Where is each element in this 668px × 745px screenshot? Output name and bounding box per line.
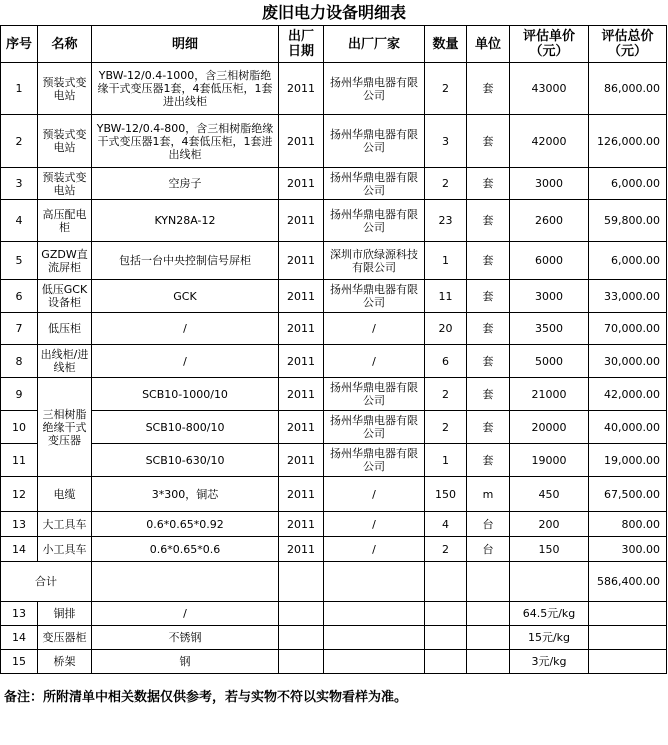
row-detail: SCB10-1000/10 xyxy=(92,378,279,411)
row-name: 低压柜 xyxy=(38,313,92,345)
row-detail: YBW-12/0.4-1000，含三相树脂绝缘干式变压器1套，4套低压柜，1套进出线柜 xyxy=(92,63,279,115)
row-unit: 套 xyxy=(467,280,510,313)
row-detail: 3*300，铜芯 xyxy=(92,477,279,512)
row-date: 2011 xyxy=(279,477,324,512)
row-total: 86,000.00 xyxy=(589,63,667,115)
row-unit-price: 3000 xyxy=(510,168,589,200)
header-maker: 出厂厂家 xyxy=(324,26,425,63)
row-qty: 1 xyxy=(425,444,467,477)
row-number: 8 xyxy=(1,345,38,378)
row-name: GZDW直流屏柜 xyxy=(38,242,92,280)
row-unit: 套 xyxy=(467,168,510,200)
row-unit-price: 15元/kg xyxy=(510,626,589,650)
extra-row xyxy=(1,626,667,650)
row-unit: 套 xyxy=(467,411,510,444)
row-number: 12 xyxy=(1,477,38,512)
row-number: 6 xyxy=(1,280,38,313)
row-maker: 扬州华鼎电器有限公司 xyxy=(324,280,425,313)
row-maker: / xyxy=(324,313,425,345)
header-qty: 数量 xyxy=(425,26,467,63)
table-row xyxy=(1,411,667,444)
row-detail: / xyxy=(92,602,279,626)
page-title: 废旧电力设备明细表 xyxy=(261,3,406,22)
row-date: 2011 xyxy=(279,378,324,411)
row-qty: 2 xyxy=(425,537,467,562)
row-number: 3 xyxy=(1,168,38,200)
row-maker: 扬州华鼎电器有限公司 xyxy=(324,444,425,477)
row-date: 2011 xyxy=(279,242,324,280)
row-maker: 扬州华鼎电器有限公司 xyxy=(324,63,425,115)
row-unit-price: 19000 xyxy=(510,444,589,477)
row-detail: 0.6*0.65*0.6 xyxy=(92,537,279,562)
row-total: 33,000.00 xyxy=(589,280,667,313)
row-maker: 扬州华鼎电器有限公司 xyxy=(324,200,425,242)
row-detail: YBW-12/0.4-800，含三相树脂绝缘干式变压器1套，4套低压柜，1套进出线柜 xyxy=(92,115,279,168)
row-date: 2011 xyxy=(279,537,324,562)
empty-cell xyxy=(324,562,425,602)
subtotal-label: 合计 xyxy=(1,562,92,602)
row-total: 30,000.00 xyxy=(589,345,667,378)
row-number: 14 xyxy=(1,626,38,650)
empty-cell xyxy=(279,562,324,602)
table-row xyxy=(1,168,667,200)
row-date: 2011 xyxy=(279,313,324,345)
row-unit-price: 5000 xyxy=(510,345,589,378)
row-total: 19,000.00 xyxy=(589,444,667,477)
row-unit-price: 43000 xyxy=(510,63,589,115)
row-name: 预装式变电站 xyxy=(38,63,92,115)
table-row xyxy=(1,345,667,378)
empty-cell xyxy=(589,626,667,650)
empty-cell xyxy=(467,562,510,602)
row-name: 小工具车 xyxy=(38,537,92,562)
row-number: 13 xyxy=(1,602,38,626)
row-name: 桥架 xyxy=(38,650,92,674)
row-name: 大工具车 xyxy=(38,512,92,537)
row-unit-price: 64.5元/kg xyxy=(510,602,589,626)
row-qty: 2 xyxy=(425,411,467,444)
row-unit: 套 xyxy=(467,378,510,411)
row-total: 800.00 xyxy=(589,512,667,537)
table-row xyxy=(1,378,667,411)
empty-cell xyxy=(425,562,467,602)
header-total: 评估总价 （元） xyxy=(589,26,667,63)
row-detail: / xyxy=(92,345,279,378)
row-total: 40,000.00 xyxy=(589,411,667,444)
table-row xyxy=(1,200,667,242)
subtotal-total: 586,400.00 xyxy=(589,562,667,602)
empty-cell xyxy=(425,650,467,674)
row-detail: 0.6*0.65*0.92 xyxy=(92,512,279,537)
header-unit-price: 评估单价 （元） xyxy=(510,26,589,63)
header-name: 名称 xyxy=(38,26,92,63)
row-unit: 套 xyxy=(467,444,510,477)
row-qty: 20 xyxy=(425,313,467,345)
row-name: 预装式变电站 xyxy=(38,115,92,168)
header-row xyxy=(1,26,667,63)
row-number: 11 xyxy=(1,444,38,477)
row-unit: 套 xyxy=(467,63,510,115)
row-number: 7 xyxy=(1,313,38,345)
row-unit-price: 6000 xyxy=(510,242,589,280)
row-unit-price: 3500 xyxy=(510,313,589,345)
table-row xyxy=(1,115,667,168)
row-name: 铜排 xyxy=(38,602,92,626)
row-total: 67,500.00 xyxy=(589,477,667,512)
row-date: 2011 xyxy=(279,63,324,115)
empty-cell xyxy=(279,602,324,626)
footer-note: 备注：所附清单中相关数据仅供参考，若与实物不符以实物看样为准。 xyxy=(4,690,408,705)
row-detail: 钢 xyxy=(92,650,279,674)
empty-cell xyxy=(589,650,667,674)
row-number: 1 xyxy=(1,63,38,115)
row-qty: 23 xyxy=(425,200,467,242)
row-detail: KYN28A-12 xyxy=(92,200,279,242)
row-date: 2011 xyxy=(279,411,324,444)
empty-cell xyxy=(467,602,510,626)
row-name: 出线柜/进线柜 xyxy=(38,345,92,378)
row-number: 15 xyxy=(1,650,38,674)
row-total: 6,000.00 xyxy=(589,168,667,200)
row-number: 14 xyxy=(1,537,38,562)
table-row xyxy=(1,313,667,345)
table-row xyxy=(1,242,667,280)
row-qty: 11 xyxy=(425,280,467,313)
row-detail: SCB10-630/10 xyxy=(92,444,279,477)
table-row xyxy=(1,63,667,115)
row-total: 59,800.00 xyxy=(589,200,667,242)
empty-cell xyxy=(279,650,324,674)
row-unit-price: 200 xyxy=(510,512,589,537)
row-unit: 台 xyxy=(467,512,510,537)
row-name: 变压器柜 xyxy=(38,626,92,650)
table-row xyxy=(1,280,667,313)
row-date: 2011 xyxy=(279,168,324,200)
row-name: 低压GCK设备柜 xyxy=(38,280,92,313)
row-number: 2 xyxy=(1,115,38,168)
row-unit-price: 450 xyxy=(510,477,589,512)
table-row xyxy=(1,444,667,477)
row-unit-price: 20000 xyxy=(510,411,589,444)
row-detail: / xyxy=(92,313,279,345)
row-maker: 扬州华鼎电器有限公司 xyxy=(324,411,425,444)
row-date: 2011 xyxy=(279,280,324,313)
empty-cell xyxy=(92,562,279,602)
row-unit-price: 150 xyxy=(510,537,589,562)
extra-row xyxy=(1,602,667,626)
empty-cell xyxy=(589,602,667,626)
row-total: 300.00 xyxy=(589,537,667,562)
row-unit: 套 xyxy=(467,345,510,378)
row-maker: 扬州华鼎电器有限公司 xyxy=(324,378,425,411)
row-maker: / xyxy=(324,537,425,562)
row-maker: / xyxy=(324,512,425,537)
row-detail: 不锈钢 xyxy=(92,626,279,650)
row-unit: 套 xyxy=(467,200,510,242)
row-date: 2011 xyxy=(279,512,324,537)
row-detail: 包括一台中央控制信号屏柜 xyxy=(92,242,279,280)
row-name: 三相树脂绝缘干式变压器 xyxy=(38,378,92,477)
empty-cell xyxy=(324,650,425,674)
row-name: 电缆 xyxy=(38,477,92,512)
row-unit: 台 xyxy=(467,537,510,562)
row-maker: / xyxy=(324,477,425,512)
empty-cell xyxy=(425,602,467,626)
row-detail: GCK xyxy=(92,280,279,313)
row-total: 126,000.00 xyxy=(589,115,667,168)
header-detail: 明细 xyxy=(92,26,279,63)
row-unit: 套 xyxy=(467,115,510,168)
row-number: 5 xyxy=(1,242,38,280)
header-unit: 单位 xyxy=(467,26,510,63)
extra-row xyxy=(1,650,667,674)
row-qty: 6 xyxy=(425,345,467,378)
row-total: 6,000.00 xyxy=(589,242,667,280)
row-qty: 2 xyxy=(425,63,467,115)
row-unit: 套 xyxy=(467,242,510,280)
table-row xyxy=(1,477,667,512)
row-total: 42,000.00 xyxy=(589,378,667,411)
row-name: 预装式变电站 xyxy=(38,168,92,200)
row-date: 2011 xyxy=(279,345,324,378)
header-no: 序号 xyxy=(1,26,38,63)
row-number: 10 xyxy=(1,411,38,444)
row-qty: 2 xyxy=(425,168,467,200)
empty-cell xyxy=(467,626,510,650)
row-unit-price: 2600 xyxy=(510,200,589,242)
row-number: 4 xyxy=(1,200,38,242)
row-detail: 空房子 xyxy=(92,168,279,200)
row-unit-price: 3元/kg xyxy=(510,650,589,674)
header-date: 出厂 日期 xyxy=(279,26,324,63)
row-date: 2011 xyxy=(279,444,324,477)
row-qty: 1 xyxy=(425,242,467,280)
row-unit-price: 3000 xyxy=(510,280,589,313)
row-date: 2011 xyxy=(279,200,324,242)
row-qty: 4 xyxy=(425,512,467,537)
subtotal-row xyxy=(1,562,667,602)
row-maker: 扬州华鼎电器有限公司 xyxy=(324,115,425,168)
row-date: 2011 xyxy=(279,115,324,168)
row-unit: m xyxy=(467,477,510,512)
row-unit-price: 42000 xyxy=(510,115,589,168)
row-unit: 套 xyxy=(467,313,510,345)
empty-cell xyxy=(467,650,510,674)
empty-cell xyxy=(279,626,324,650)
row-number: 9 xyxy=(1,378,38,411)
empty-cell xyxy=(324,626,425,650)
row-maker: 深圳市欣绿源科技有限公司 xyxy=(324,242,425,280)
row-maker: / xyxy=(324,345,425,378)
row-number: 13 xyxy=(1,512,38,537)
row-qty: 150 xyxy=(425,477,467,512)
table-row xyxy=(1,512,667,537)
empty-cell xyxy=(510,562,589,602)
row-qty: 3 xyxy=(425,115,467,168)
row-unit-price: 21000 xyxy=(510,378,589,411)
row-qty: 2 xyxy=(425,378,467,411)
row-maker: 扬州华鼎电器有限公司 xyxy=(324,168,425,200)
table-row xyxy=(1,537,667,562)
row-name: 高压配电柜 xyxy=(38,200,92,242)
empty-cell xyxy=(324,602,425,626)
empty-cell xyxy=(425,626,467,650)
row-detail: SCB10-800/10 xyxy=(92,411,279,444)
row-total: 70,000.00 xyxy=(589,313,667,345)
equipment-table xyxy=(0,25,667,674)
